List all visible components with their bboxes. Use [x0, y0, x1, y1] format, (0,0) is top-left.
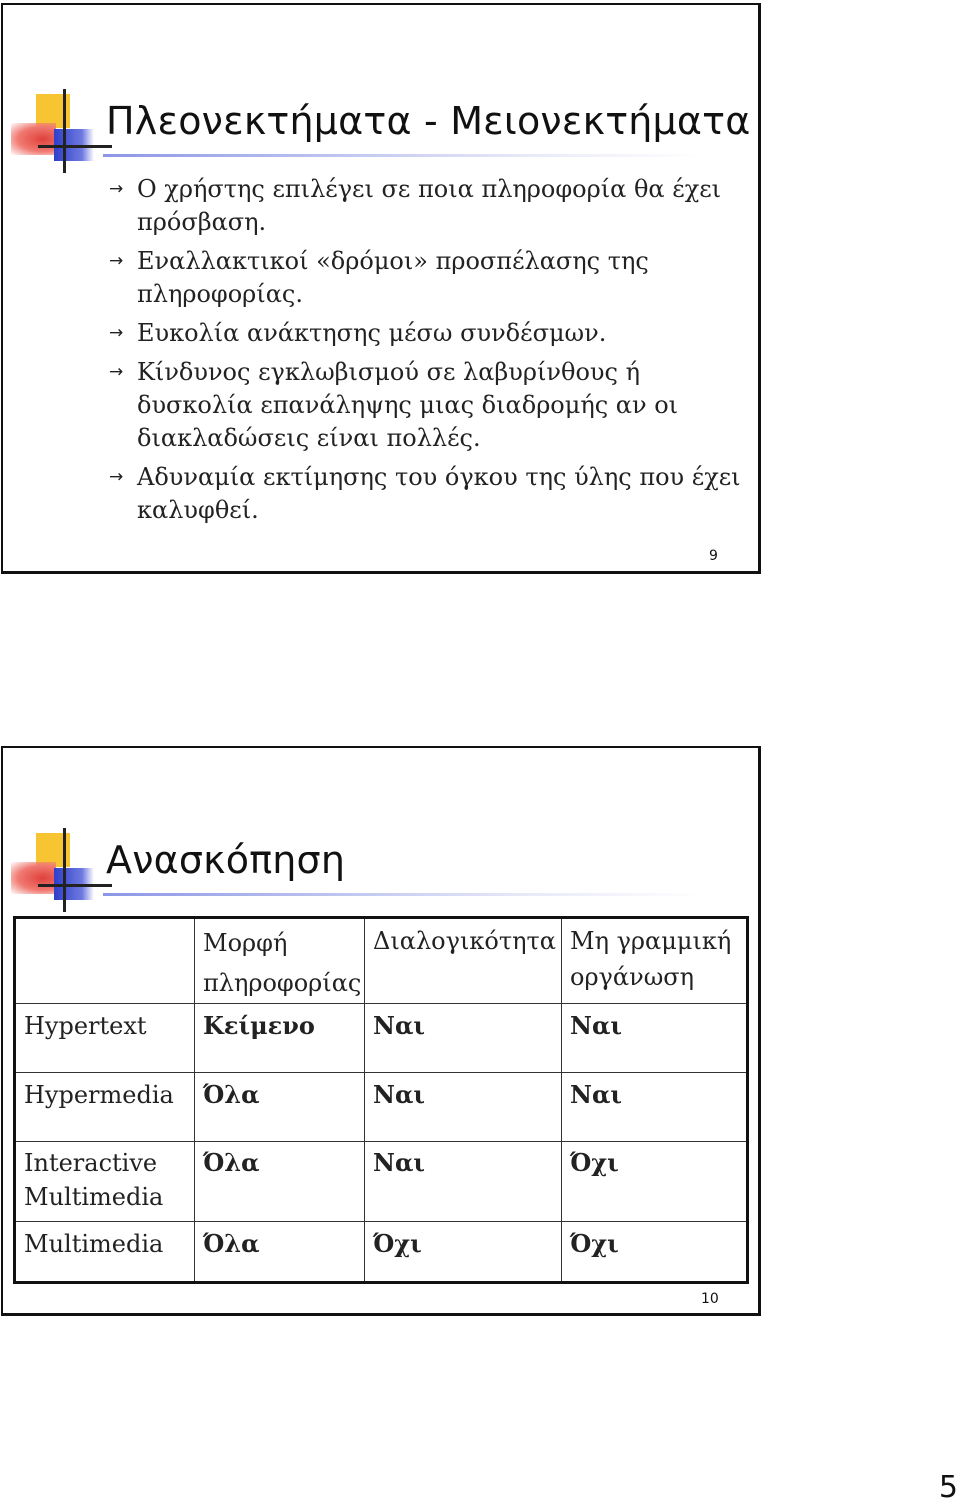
list-item: → Κίνδυνος εγκλωβισμού σε λαβυρίνθους ή δυσκολία επανάληψης μιας διαδρομής αν οι διακλαδώσεις είναι πολλές. — [109, 358, 679, 452]
table-header-cell: Μορφή πληροφορίας — [195, 918, 365, 1004]
list-item: → Εναλλακτικοί «δρόμοι» προσπέλασης της πληροφορίας. — [109, 247, 649, 308]
table-header-cell: Διαλογικότητα — [365, 918, 562, 1004]
table-row — [15, 1222, 748, 1283]
table-row-label: Hypermedia — [15, 1073, 195, 1142]
title-underline — [103, 893, 703, 896]
table-row — [15, 1004, 748, 1073]
arrow-bullet-icon: → — [109, 323, 124, 343]
table-cell: Ναι — [562, 1004, 748, 1073]
slide-10 — [1, 746, 761, 1316]
table-cell: Όλα — [195, 1073, 365, 1142]
list-item: → Ευκολία ανάκτησης μέσω συνδέσμων. — [107, 317, 747, 350]
table-cell: Όλα — [195, 1142, 365, 1222]
arrow-bullet-icon: → — [109, 362, 124, 382]
table-cell: Όλα — [195, 1222, 365, 1283]
arrow-bullet-icon: → — [109, 467, 124, 487]
overview-table — [13, 916, 749, 1284]
slide-title: Ανασκόπηση — [106, 838, 346, 882]
arrow-bullet-icon: → — [109, 251, 124, 271]
slide-9 — [1, 3, 761, 574]
title-underline — [103, 154, 703, 157]
table-row-label: Multimedia — [15, 1222, 195, 1283]
table-cell: Ναι — [365, 1073, 562, 1142]
table-cell: Όχι — [562, 1142, 748, 1222]
table-cell: Κείμενο — [195, 1004, 365, 1073]
table-row — [15, 1073, 748, 1142]
table-row-label: Hypertext — [15, 1004, 195, 1073]
list-item: → Ο χρήστης επιλέγει σε ποια πληροφορία θα έχει πρόσβαση. — [109, 175, 722, 236]
slide-number: 10 — [701, 1291, 719, 1307]
page-number: 5 — [938, 1470, 958, 1505]
table-row — [15, 1142, 748, 1222]
slide-number: 9 — [709, 548, 718, 564]
table-header-cell — [15, 918, 195, 1004]
arrow-bullet-icon: → — [109, 179, 124, 199]
table-cell: Ναι — [562, 1073, 748, 1142]
slide-logo-icon — [11, 89, 111, 189]
slide-logo-icon — [11, 828, 111, 928]
slide-title: Πλεονεκτήματα - Μειονεκτήματα — [106, 99, 751, 143]
list-item: → Αδυναμία εκτίμησης του όγκου της ύλης που έχει καλυφθεί. — [109, 463, 741, 524]
table-header-cell: Μη γραμμική οργάνωση — [562, 918, 748, 1004]
table-cell: Ναι — [365, 1142, 562, 1222]
table-cell: Όχι — [562, 1222, 748, 1283]
table-header-row — [15, 918, 748, 1004]
table-cell: Όχι — [365, 1222, 562, 1283]
bullet-list — [107, 173, 747, 533]
table-row-label: Interactive Multimedia — [15, 1142, 195, 1222]
table-cell: Ναι — [365, 1004, 562, 1073]
